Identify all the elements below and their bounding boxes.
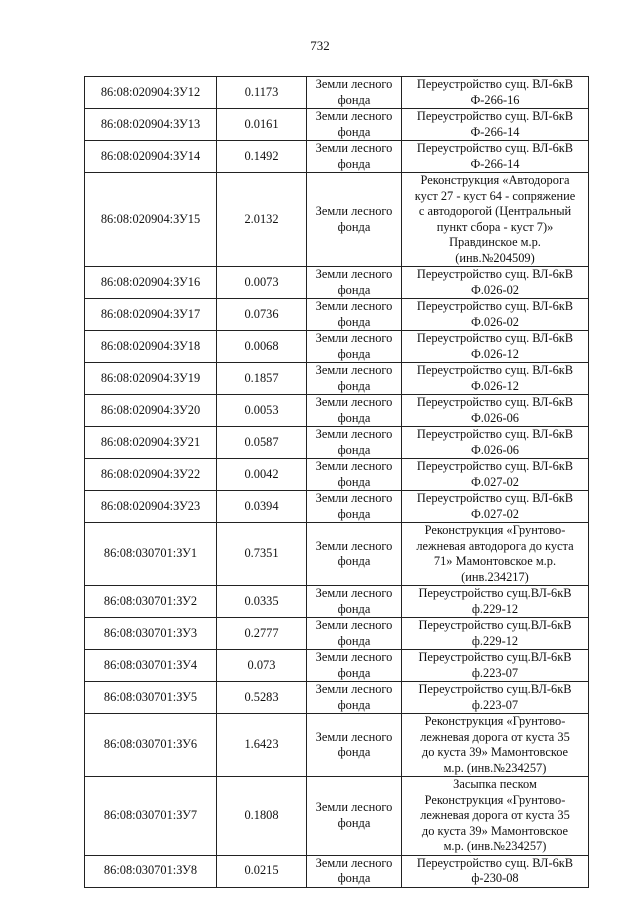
table-row [85,395,589,427]
area-cell: 0.1808 [217,777,307,856]
area-cell: 0.0587 [217,427,307,459]
area-cell: 0.0215 [217,855,307,887]
area-cell: 0.1173 [217,77,307,109]
land-category-cell: Земли лесного фонда [307,491,402,523]
area-cell: 0.0335 [217,586,307,618]
purpose-cell: Переустройство сущ. ВЛ-6кВ ф-230-08 [402,855,589,887]
cadastral-number-cell: 86:08:030701:ЗУ6 [85,714,217,777]
purpose-cell: Реконструкция «Грунтово- лежневая дорога от куста 35 до куста 39» Мамонтовское м.р. (инв.№234257) [402,714,589,777]
land-plots-table [84,76,589,888]
cadastral-number-cell: 86:08:020904:ЗУ12 [85,77,217,109]
area-cell: 0.7351 [217,523,307,586]
cadastral-number-cell: 86:08:020904:ЗУ13 [85,109,217,141]
table-row [85,427,589,459]
cadastral-number-cell: 86:08:020904:ЗУ17 [85,299,217,331]
cadastral-number-cell: 86:08:020904:ЗУ14 [85,141,217,173]
land-category-cell: Земли лесного фонда [307,173,402,267]
purpose-cell: Переустройство сущ. ВЛ-6кВ Ф.026-06 [402,427,589,459]
purpose-cell: Засыпка песком Реконструкция «Грунтово- лежневая дорога от куста 35 до куста 39» Мамонтовское м.р. (инв.№234257) [402,777,589,856]
land-category-cell: Земли лесного фонда [307,267,402,299]
purpose-cell: Переустройство сущ.ВЛ-6кВ ф.223-07 [402,650,589,682]
land-category-cell: Земли лесного фонда [307,682,402,714]
purpose-cell: Переустройство сущ.ВЛ-6кВ ф.229-12 [402,586,589,618]
table-row [85,77,589,109]
land-category-cell: Земли лесного фонда [307,141,402,173]
land-category-cell: Земли лесного фонда [307,109,402,141]
land-category-cell: Земли лесного фонда [307,395,402,427]
table-row [85,299,589,331]
purpose-cell: Переустройство сущ. ВЛ-6кВ Ф.027-02 [402,491,589,523]
cadastral-number-cell: 86:08:020904:ЗУ20 [85,395,217,427]
cadastral-number-cell: 86:08:020904:ЗУ15 [85,173,217,267]
land-category-cell: Земли лесного фонда [307,427,402,459]
purpose-cell: Переустройство сущ. ВЛ-6кВ Ф-266-14 [402,109,589,141]
area-cell: 0.0068 [217,331,307,363]
area-cell: 2.0132 [217,173,307,267]
land-category-cell: Земли лесного фонда [307,586,402,618]
purpose-cell: Переустройство сущ.ВЛ-6кВ ф.229-12 [402,618,589,650]
cadastral-number-cell: 86:08:030701:ЗУ8 [85,855,217,887]
cadastral-number-cell: 86:08:030701:ЗУ4 [85,650,217,682]
cadastral-number-cell: 86:08:030701:ЗУ3 [85,618,217,650]
land-category-cell: Земли лесного фонда [307,299,402,331]
land-category-cell: Земли лесного фонда [307,77,402,109]
cadastral-number-cell: 86:08:030701:ЗУ7 [85,777,217,856]
cadastral-number-cell: 86:08:030701:ЗУ1 [85,523,217,586]
area-cell: 0.0073 [217,267,307,299]
land-category-cell: Земли лесного фонда [307,777,402,856]
page-number: 732 [310,38,330,53]
purpose-cell: Переустройство сущ. ВЛ-6кВ Ф.026-02 [402,267,589,299]
area-cell: 0.2777 [217,618,307,650]
table-row [85,618,589,650]
table-row [85,586,589,618]
cadastral-number-cell: 86:08:020904:ЗУ19 [85,363,217,395]
table-row [85,173,589,267]
area-cell: 0.5283 [217,682,307,714]
purpose-cell: Переустройство сущ. ВЛ-6кВ Ф.026-12 [402,331,589,363]
cadastral-number-cell: 86:08:030701:ЗУ5 [85,682,217,714]
table-row [85,714,589,777]
area-cell: 0.0161 [217,109,307,141]
land-category-cell: Земли лесного фонда [307,331,402,363]
cadastral-number-cell: 86:08:020904:ЗУ21 [85,427,217,459]
area-cell: 0.0053 [217,395,307,427]
cadastral-number-cell: 86:08:020904:ЗУ18 [85,331,217,363]
table-row [85,491,589,523]
land-category-cell: Земли лесного фонда [307,650,402,682]
area-cell: 0.0042 [217,459,307,491]
area-cell: 0.073 [217,650,307,682]
land-category-cell: Земли лесного фонда [307,855,402,887]
area-cell: 1.6423 [217,714,307,777]
table-row [85,650,589,682]
cadastral-number-cell: 86:08:020904:ЗУ16 [85,267,217,299]
purpose-cell: Переустройство сущ. ВЛ-6кВ Ф.026-12 [402,363,589,395]
table-row [85,777,589,856]
land-category-cell: Земли лесного фонда [307,459,402,491]
area-cell: 0.0736 [217,299,307,331]
table-row [85,109,589,141]
cadastral-number-cell: 86:08:020904:ЗУ22 [85,459,217,491]
land-category-cell: Земли лесного фонда [307,363,402,395]
area-cell: 0.0394 [217,491,307,523]
cadastral-number-cell: 86:08:020904:ЗУ23 [85,491,217,523]
purpose-cell: Переустройство сущ. ВЛ-6кВ Ф-266-14 [402,141,589,173]
table-row [85,141,589,173]
area-cell: 0.1857 [217,363,307,395]
table-row [85,363,589,395]
table-row [85,267,589,299]
purpose-cell: Переустройство сущ. ВЛ-6кВ Ф.027-02 [402,459,589,491]
land-category-cell: Земли лесного фонда [307,523,402,586]
area-cell: 0.1492 [217,141,307,173]
purpose-cell: Переустройство сущ. ВЛ-6кВ Ф.026-06 [402,395,589,427]
purpose-cell: Реконструкция «Грунтово- лежневая автодорога до куста 71» Мамонтовское м.р. (инв.234217) [402,523,589,586]
table-row [85,459,589,491]
table-row [85,331,589,363]
purpose-cell: Переустройство сущ.ВЛ-6кВ ф.223-07 [402,682,589,714]
table-row [85,523,589,586]
land-category-cell: Земли лесного фонда [307,618,402,650]
table-row [85,682,589,714]
table-body [85,77,589,888]
purpose-cell: Переустройство сущ. ВЛ-6кВ Ф-266-16 [402,77,589,109]
table-row [85,855,589,887]
land-category-cell: Земли лесного фонда [307,714,402,777]
cadastral-number-cell: 86:08:030701:ЗУ2 [85,586,217,618]
purpose-cell: Переустройство сущ. ВЛ-6кВ Ф.026-02 [402,299,589,331]
purpose-cell: Реконструкция «Автодорога куст 27 - куст 64 - сопряжение с автодорогой (Центральный пункт сбора - куст 7)» Правдинское м.р. (инв.№204509) [402,173,589,267]
